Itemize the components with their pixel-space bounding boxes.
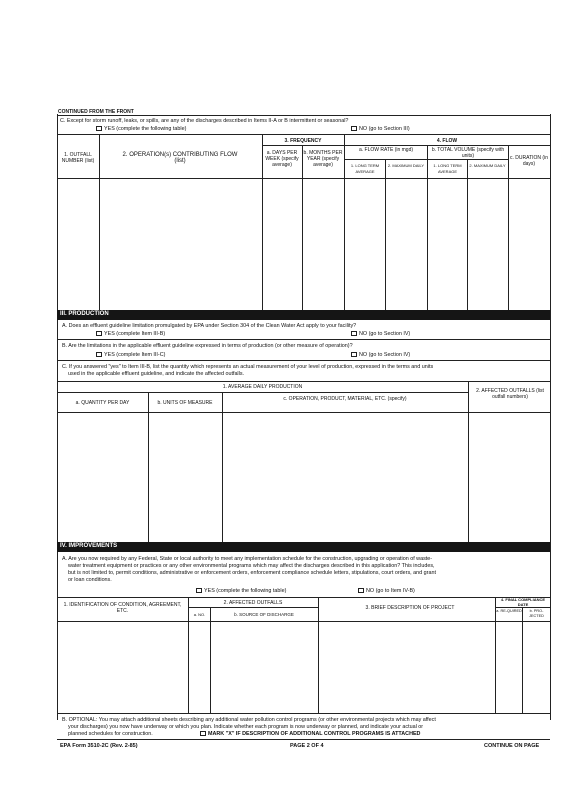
header-affected-outfalls: 2. AFFECTED OUTFALLS (list outfall numbers): [476, 388, 544, 400]
col-line: [99, 134, 100, 310]
section-iv-a-question-4: or loan conditions.: [68, 577, 112, 583]
section-iv-title: IV. IMPROVEMENTS: [57, 542, 550, 552]
divider: [57, 739, 550, 740]
divider: [57, 134, 550, 135]
section-iv-a-question-1: A. Are you now required by any Federal, State or local authority to meet any implementation schedule for the construction, upgrading or operation of waste-: [62, 556, 433, 562]
section-iv-b-optional-2: your discharges) you now have underway or which you plan. Indicate whether each program is now underway or planned, and indicate your actual or: [68, 724, 424, 730]
divider: [57, 392, 468, 393]
divider: [262, 145, 550, 146]
header-required: a. RE-QUIRED: [496, 609, 522, 613]
footer-page-number: PAGE 2 OF 4: [290, 743, 324, 749]
iii-a-yes-label: YES (complete Item III-B): [104, 331, 166, 337]
col-line: [385, 159, 386, 310]
continued-from-front: CONTINUED FROM THE FRONT: [58, 109, 134, 115]
section-iv-b-optional-3: planned schedules for construction.: [68, 731, 153, 737]
divider: [57, 621, 550, 622]
header-frequency: 3. FREQUENCY: [284, 138, 322, 144]
header-total-volume: b. TOTAL VOLUME (specify with units): [431, 147, 505, 159]
iii-a-no-checkbox[interactable]: [351, 331, 357, 336]
col-line: [222, 392, 223, 542]
divider: [57, 713, 550, 714]
iv-b-attached-checkbox[interactable]: [200, 731, 206, 736]
footer-continue: CONTINUE ON PAGE: [484, 743, 540, 749]
section-iii-title: III. PRODUCTION: [57, 310, 550, 320]
col-line: [467, 159, 468, 310]
section-iii-a-question: A. Does an effluent guideline limitation promulgated by EPA under Section 304 of the Clean Water Act apply to your facility?: [62, 323, 357, 329]
iv-a-yes-label: YES (complete the following table): [204, 588, 287, 594]
divider: [57, 381, 550, 382]
ii-c-no-label: NO (go to Section III): [359, 126, 410, 132]
header-projected: b. PRO-JECTED: [529, 609, 544, 618]
iii-b-no-checkbox[interactable]: [351, 352, 357, 357]
form-right-border: [550, 114, 551, 720]
header-flow-rate: a. FLOW RATE (in mgd): [358, 147, 414, 153]
section-ii-c-question: C. Except for storm runoff, leaks, or spills, are any of the discharges described in Items II-A or B intermittent or seasonal?: [60, 118, 349, 124]
header-operation-product: c. OPERATION, PRODUCT, MATERIAL, ETC. (specify): [283, 396, 407, 402]
col-line: [318, 597, 319, 713]
iv-a-no-checkbox[interactable]: [358, 588, 364, 593]
col-line: [468, 381, 469, 542]
header-operations: 2. OPERATION(s) CONTRIBUTING FLOW (list): [122, 152, 238, 164]
header-identification: 1. IDENTIFICATION OF CONDITION, AGREEMENT, ETC.: [63, 602, 182, 614]
iii-a-no-label: NO (go to Section IV): [359, 331, 411, 337]
section-iv-b-optional-1: B. OPTIONAL: You may attach additional sheets describing any additional water pollution control programs (or other environmental projects which may affect: [62, 717, 436, 723]
iv-b-mark-x-label: MARK "X" IF DESCRIPTION OF ADDITIONAL CONTROL PROGRAMS IS ATTACHED: [208, 731, 421, 737]
header-units-of-measure: b. UNITS OF MEASURE: [157, 400, 213, 406]
header-affected-outfalls-iv: 2. AFFECTED OUTFALLS: [223, 600, 283, 606]
divider: [344, 159, 508, 160]
footer-form-number: EPA Form 3510-2C (Rev. 2-85): [60, 743, 138, 749]
divider: [188, 607, 318, 608]
section-iv-a-question-3: but is not limited to, permit conditions, administrative or enforcement orders, enforcement compliance schedule letters, stipulations, court orders, and grant: [68, 570, 436, 576]
col-line: [210, 607, 211, 713]
header-duration: c. DURATION (in days): [510, 155, 548, 167]
header-final-compliance: 4. FINAL COMPLIANCE DATE: [500, 597, 546, 607]
col-line: [148, 392, 149, 542]
header-brief-description: 3. BRIEF DESCRIPTION OF PROJECT: [365, 605, 455, 611]
divider: [57, 115, 550, 116]
form-left-border: [57, 114, 58, 720]
header-avg-daily-production: 1. AVERAGE DAILY PRODUCTION: [222, 384, 303, 390]
section-iv-a-question-2: water treatment equipment or practices or any other environmental programs which may affect the discharges described in this application? This includes,: [68, 563, 435, 569]
col-line: [344, 134, 345, 310]
divider: [57, 597, 550, 598]
section-iii-c-question-1: C. If you answered "yes" to Item III-B, list the quantity which represents an actual measurement of your level of production, expressed in the terms and units: [62, 364, 434, 370]
iv-a-yes-checkbox[interactable]: [196, 588, 202, 593]
header-outfall: 1. OUTFALL NUMBER (list): [61, 152, 95, 164]
section-iii-c-question-2: used in the applicable effluent guideline, and indicate the affected outfalls.: [68, 371, 245, 377]
divider: [57, 339, 550, 340]
header-max-daily: 2. MAXIMUM DAILY: [387, 163, 425, 168]
col-line: [302, 145, 303, 310]
header-qty-per-day: a. QUANTITY PER DAY: [75, 400, 130, 406]
iii-b-yes-checkbox[interactable]: [96, 352, 102, 357]
iv-a-no-label: NO (go to Item IV-B): [366, 588, 415, 594]
header-months-per-year: b. MONTHS PER YEAR (specify average): [303, 150, 343, 168]
iii-b-yes-label: YES (complete Item III-C): [104, 352, 166, 358]
col-line: [522, 607, 523, 713]
iii-b-no-label: NO (go to Section IV): [359, 352, 411, 358]
header-long-term-avg: 1. LONG TERM AVERAGE: [350, 163, 380, 174]
divider: [57, 412, 550, 413]
header-flow: 4. FLOW: [436, 138, 458, 144]
header-source-discharge: b. SOURCE OF DISCHARGE: [234, 612, 294, 617]
ii-c-yes-label: YES (complete the following table): [104, 126, 187, 132]
divider: [57, 360, 550, 361]
col-line: [508, 145, 509, 310]
ii-c-no-checkbox[interactable]: [351, 126, 357, 131]
header-max-daily-2: 2. MAXIMUM DAILY: [469, 163, 506, 168]
divider: [57, 178, 550, 179]
header-a-no: a. NO.: [193, 612, 206, 617]
ii-c-yes-checkbox[interactable]: [96, 126, 102, 131]
section-iii-b-question: B. Are the limitations in the applicable effluent guideline expressed in terms of production (or other measure of operation)?: [62, 343, 353, 349]
iii-a-yes-checkbox[interactable]: [96, 331, 102, 336]
header-long-term-avg-2: 1. LONG TERM AVERAGE: [433, 163, 462, 174]
col-line: [495, 597, 496, 713]
header-days-per-week: a. DAYS PER WEEK (specify average): [265, 150, 299, 168]
